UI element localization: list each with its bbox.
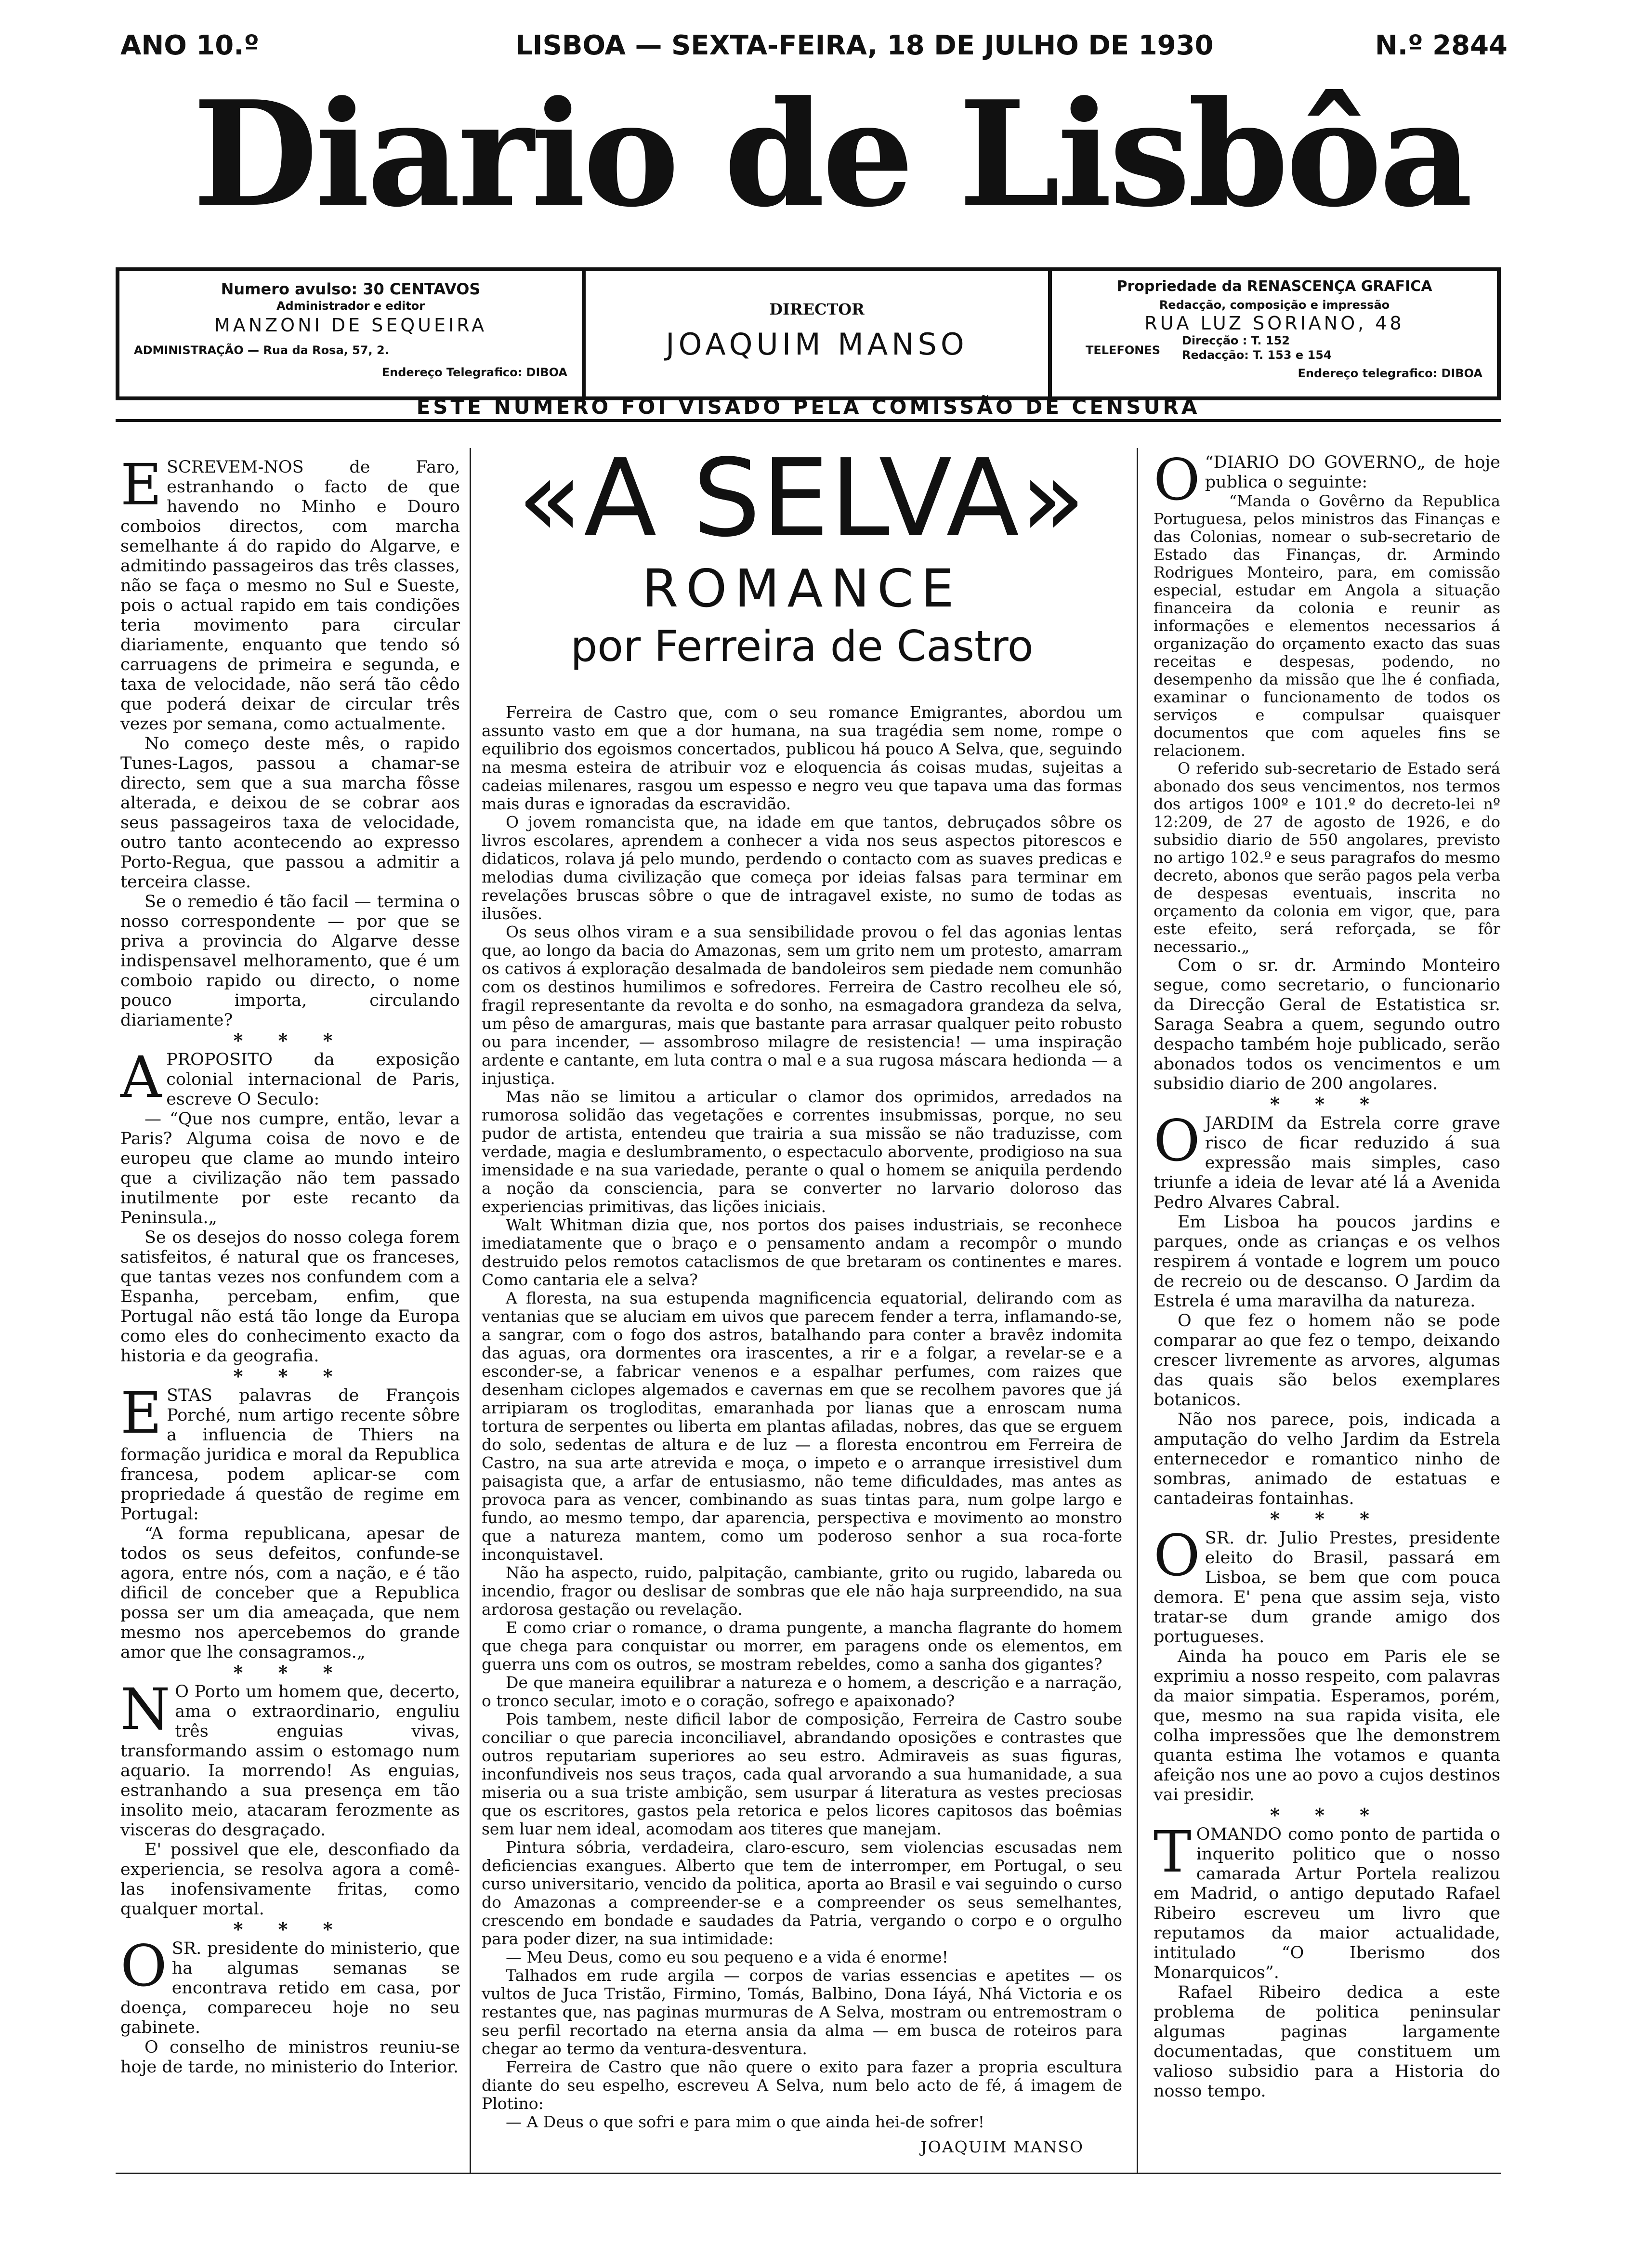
article-paragraph: OJARDIM da Estrela corre grave risco de ficar reduzido á sua expressão mais simples, caso triunfe a ideia de levar até lá a Avenida Pedro Alvares Cabral. [1154, 1108, 1500, 1212]
drop-cap: O [1154, 1108, 1200, 1174]
telegraphic-address-right: Endereço telegrafico: DIBOA [1298, 367, 1482, 380]
article-paragraph: “Manda o Govêrno da Republica Portuguesa, pelos ministros das Finanças e das Colonias, nomear o sub-secretario de Estado das Finanças, dr. Armindo Rodrigues Monteiro, para, em comissão especial, estudar em Angola a situação financeira da colonia e reunir as informações e elementos necessarios á organização do orçamento exacto das suas receitas e despesas, podendo, no desempenho da missão que lhe é confiada, examinar o funcionamento de todos os serviços e compulsar quaisquer documentos que com aqueles fins se relacionem. [1154, 492, 1500, 760]
admin-name: MANZONI DE SEQUEIRA [214, 315, 487, 336]
article-paragraph: E como criar o romance, o drama pungente, a mancha flagrante do homem que chega para conquistar ou morrer, em paragens onde os elementos, em guerra uns com os outros, se mostram rebeldes, como a sanha dos gigantes? [482, 1618, 1122, 1674]
article-paragraph: N O Porto um homem que, decerto, ama o extraordinario, enguliu três enguias vivas, transformando assim o estomago num aquario. Ia morrendo! As enguias, estranhando a sua presença em tão insolito meio, atacaram ferozmente as visceras do desgraçado. [120, 1676, 460, 1840]
drop-cap: T [1154, 1819, 1192, 1885]
section-separator: * * * [1270, 1093, 1384, 1115]
info-box-director [586, 271, 1052, 396]
article-paragraph: Em Lisboa ha poucos jardins e parques, onde as crianças e os velhos respirem á vontade e logrem um pouco de recreio ou de descanso. O Jardim da Estrela é uma maravilha da natureza. [1154, 1213, 1500, 1311]
article-paragraph: O que fez o homem não se pode comparar ao que fez o tempo, deixando crescer livremente as arvores, algumas das quais são belos exemplares botanicos. [1154, 1311, 1500, 1410]
section-separator: * * * [233, 1661, 347, 1683]
column-divider [1137, 448, 1138, 2173]
left-column [120, 451, 460, 2077]
issue-number: N.º 2844 [1375, 30, 1508, 61]
phone-direction: Direcção : T. 152 [1182, 334, 1290, 347]
telegraphic-address: Endereço Telegrafico: DIBOA [381, 366, 567, 379]
drop-cap: E [120, 451, 162, 518]
article-paragraph: Walt Whitman dizia que, nos portos dos paises industriais, se reconhece imediatamente que o braço e o pensamento andam a recompôr o mundo destruido pelos remotos cataclismos de que bretaram os continentes e mares. Como cantaria ele a selva? [482, 1215, 1122, 1289]
masthead-title: Diario de Lisbôa [193, 69, 1470, 239]
feature-subtitle: ROMANCE [642, 559, 962, 619]
drop-cap: E [120, 1380, 162, 1446]
article-paragraph: APROPOSITO da exposição colonial internacional de Paris, escreve O Seculo: [120, 1044, 460, 1110]
office-address: RUA LUZ SORIANO, 48 [1144, 313, 1404, 334]
header-rule [116, 419, 1501, 422]
center-column [482, 703, 1122, 2156]
article-paragraph: — Meu Deus, como eu sou pequeno e a vida é enorme! [506, 1948, 948, 1966]
article-paragraph: E' possivel que ele, desconfiado da experiencia, se resolva agora a comê-las inofensivamente fritas, como qualquer mortal. [120, 1840, 460, 1919]
info-box [116, 267, 1501, 400]
drop-cap: O [1154, 1522, 1200, 1589]
article-paragraph: O referido sub-secretario de Estado será abonado dos seus vencimentos, nos termos dos artigos 100º e 101.º do decreto-lei nº 12:209, de 27 de agosto de 1926, e do subsidio diario de 550 angolares, previsto no artigo 102.º e seus paragrafos do mesmo decreto, abonos que serão pagos pela verba de despesas eventuais, inscrita no orçamento da colonia em vigor, que, para este efeito, será reforçada, se fôr necessario.„ [1154, 759, 1500, 956]
redaction: Redacção, composição e impressão [1159, 298, 1390, 312]
article-paragraph: — A Deus o que sofri e para mim o que ainda hei-de sofrer! [506, 2112, 984, 2131]
article-paragraph: Se os desejos do nosso colega forem satisfeitos, é natural que os franceses, que tantas vezes nos confundem com a Espanha, percebam, enfim, que Portugal não está tão longe da Europa como eles do conhecimento exacto da historia e da geografia. [120, 1228, 460, 1366]
section-separator: * * * [233, 1365, 347, 1387]
article-paragraph: Não nos parece, pois, indicada a amputação do velho Jardim da Estrela enternecedor e romantico ninho de sombras, animado de estatuas e cantadeiras fontainhas. [1154, 1410, 1500, 1508]
article-paragraph: Se o remedio é tão facil — termina o nosso correspondente — por que se priva a provincia do Algarve desse indispensavel melhoramento, que é um comboio rapido ou directo, o nome pouco importa, circulando diariamente? [120, 892, 460, 1030]
censorship-notice: ESTE NUMERO FOI VISADO PELA COMISSÃO DE CENSURA [416, 395, 1200, 419]
right-column [1154, 447, 1500, 2101]
dateline: LISBOA — SEXTA-FEIRA, 18 DE JULHO DE 1930 [515, 30, 1214, 61]
article-paragraph: Pois tambem, neste dificil labor de composição, Ferreira de Castro soube conciliar o que parecia inconciliavel, abrandando oposições e contrastes que outros reputariam superiores ao seu estro. Admiraveis as suas figuras, inconfundiveis nos seus traços, cada qual arvorando a sua humanidade, a sua miseria ou a sua triste ambição, sem usurpar á literatura as vestes preciosas que os escritores, gastos pela retorica e pelos licores capitosos das boêmias sem luar nem ideal, acomodam aos titeres que manejam. [482, 1710, 1122, 1838]
info-box-left [119, 271, 586, 396]
section-separator: * * * [1270, 1508, 1384, 1530]
director-label: DIRECTOR [769, 300, 865, 318]
article-paragraph: Rafael Ribeiro dedica a este problema de politica peninsular algumas paginas largamente documentadas, que constituem um valioso subsidio para a Historia do nosso tempo. [1154, 1983, 1500, 2101]
article-paragraph: OSR. presidente do ministerio, que ha algumas semanas se encontrava retido em casa, por doença, compareceu hoje no seu gabinete. [120, 1933, 460, 2037]
feature-headline: «A SELVA» [517, 436, 1087, 561]
drop-cap: O [1154, 447, 1200, 513]
top-dateline-bar [120, 30, 1508, 68]
section-separator: * * * [233, 1918, 347, 1940]
article-paragraph: De que maneira equilibrar a natureza e o homem, a descrição e a narração, o tronco secular, imoto e o coração, sofrego e apaixonado? [482, 1673, 1122, 1710]
drop-cap: O [120, 1933, 167, 1999]
article-paragraph: A floresta, na sua estupenda magnificencia equatorial, delirando com as ventanias que se aluciam em uivos que parecem fender a terra, inflamando-se, a sangrar, com o fogo dos astros, batalhando para conter a bravêz indomita das aguas, ora dormentes ora irascentes, a rir e a folgar, a revelar-se e a esconder-se, a fabricar venenos e a espalhar perfumes, com raizes que desenham ciclopes algemados e cavernas em que se recolhem pavores que já arripiaram os trogloditas, emaranhada por lianas que a enroscam numa tortura de serpentes ou liberta em plantas afiladas, nobres, das que se erguem do solo, sedentas de altura e de luz — a floresta encontrou em Ferreira de Castro, na sua arte atrevida e moça, o impeto e o arranque irresistivel dum paisagista que, a arfar de entusiasmo, não teme dificuldades, mas antes as provoca para as vencer, combinando as suas tintas para, num golpe largo e fundo, ao mesmo tempo, dar aparencia, perspectiva e movimento ao monstro que a natureza mantem, como um poderoso senhor a sua roca-forte inconquistavel. [482, 1289, 1122, 1564]
article-paragraph: O jovem romancista que, na idade em que tantos, debruçados sôbre os livros escolares, aprendem a conhecer a vida nos seus aspectos pitorescos e didaticos, rolava já pelo mundo, perdendo o contacto com as suaves predicas e melodias duma civilização que começa por ideias falsas para terminar em revelações bruscas sôbre o que de intragavel existe, no sumo de todas as ilusões. [482, 813, 1122, 923]
article-paragraph: “A forma republicana, apesar de todos os seus defeitos, confunde-se agora, entre nós, com a nação, e é tão dificil de conceber que a Republica possa ser um dia ameaçada, que nem mesmo nos apercebemos do grande amor que lhe consagramos.„ [120, 1524, 460, 1662]
administration-address: ADMINISTRAÇÃO — Rua da Rosa, 57, 2. [134, 343, 389, 357]
article-paragraph: Ferreira de Castro que, com o seu romance Emigrantes, abordou um assunto vasto em que a dor humana, na sua tragédia sem nome, rompe o equilibrio dos egoismos concertados, publicou há pouco A Selva, que, seguindo na mesma esteira de atribuir voz e eloquencia ás coisas mudas, sujeitas a cadeias milenares, rasgou um espesso e negro veu que tapava uma das formas mais duras e ignoradas da escravidão. [482, 703, 1122, 813]
director-name: JOAQUIM MANSO [666, 327, 968, 362]
column-divider [470, 448, 471, 2173]
article-paragraph: Os seus olhos viram e a sua sensibilidade provou o fel das agonias lentas que, ao longo da bacia do Amazonas, sem um grito nem um protesto, amarram os cativos á exploração desalmada de bandoleiros sem piedade nem comunhão com os destinos humilimos e sofredores. Ferreira de Castro recolheu ele só, fragil representante da revolta e do sonho, na esmagadora grandeza da selva, um pêso de amarguras, mais que bastante para arrasar qualquer peito robusto ou para incender, — assombroso milagre de resistencia! — uma inspiração ardente e cantante, em luta contra o mal e a sua rugosa máscara hedionda — a injustiça. [482, 923, 1122, 1088]
admin-role: Administrador e editor [276, 299, 425, 313]
article-paragraph: Com o sr. dr. Armindo Monteiro segue, como secretario, o funcionario da Direcção Geral de Estatistica sr. Saraga Seabra a quem, segundo outro despacho também hoje publicado, serão abonados todos os vencimentos e um subsidio diario de 200 angolares. [1154, 956, 1500, 1094]
feature-byline: por Ferreira de Castro [570, 621, 1034, 671]
price: Numero avulso: 30 CENTAVOS [221, 280, 481, 298]
section-separator: * * * [1270, 1804, 1384, 1826]
article-paragraph: Não ha aspecto, ruido, palpitação, cambiante, grito ou rugido, labareda ou incendio, fragor ou deslisar de sombras que ele não haja surpreendido, na sua ardorosa gestação ou revelação. [482, 1563, 1122, 1619]
phone-redaction: Redacção: T. 153 e 154 [1182, 348, 1332, 362]
article-paragraph: ESCREVEM-NOS de Faro, estranhando o facto de que havendo no Minho e Douro comboios directos, com marcha semelhante á do rapido do Algarve, e admitindo passageiros das três classes, não se faça o mesmo no Sul e Sueste, pois o actual rapido em tais condições teria movimento para circular diariamente, enquanto que tendo só carruagens de primeira e segunda, e taxa de velocidade, não será tão cêdo que poderá deixar de circular três vezes por semana, como actualmente. [120, 451, 460, 734]
issue-year: ANO 10.º [120, 30, 260, 61]
article-paragraph: OSR. dr. Julio Prestes, presidente eleito do Brasil, passará em Lisboa, se bem que com pouca demora. E' pena que assim seja, visto tratar-se dum grande amigo dos portugueses. [1154, 1522, 1500, 1647]
article-paragraph: TOMANDO como ponto de partida o inquerito politico que o nosso camarada Artur Portela realizou em Madrid, o antigo deputado Rafael Ribeiro escreveu um livro que reputamos da maior actualidade, intitulado “O Iberismo dos Monarquicos”. [1154, 1819, 1500, 1982]
drop-cap: A [120, 1044, 162, 1110]
ownership: Propriedade da RENASCENÇA GRAFICA [1116, 278, 1432, 295]
info-box-right [1052, 271, 1497, 396]
article-paragraph: O “DIARIO DO GOVERNO„ de hoje publica o seguinte: [1154, 447, 1500, 513]
article-paragraph: ESTAS palavras de François Porché, num artigo recente sôbre a influencia de Thiers na formação juridica e moral da Republica francesa, podem aplicar-se com propriedade á questão de regime em Portugal: [120, 1380, 460, 1524]
article-paragraph: Ferreira de Castro que não quere o exito para fazer a propria escultura diante do seu espelho, escreveu A Selva, num belo acto de fé, á imagem de Plotino: [482, 2057, 1122, 2113]
article-paragraph: No começo deste mês, o rapido Tunes-Lagos, passou a chamar-se directo, sem que a sua marcha fôsse alterada, e deixou de se cobrar aos seus passageiros taxa de velocidade, outro tanto acontecendo ao expresso Porto-Regua, que passou a admitir a terceira classe. [120, 734, 460, 892]
article-paragraph: Pintura sóbria, verdadeira, claro-escuro, sem violencias escusadas nem deficiencias exangues. Alberto que tem de interromper, em Portugal, o seu curso universitario, vencido da politica, aporta ao Brasil e vai seguindo o curso do Amazonas a compreender-se e a compreender os seus semelhantes, crescendo em bondade e saudades da Patria, vergando o corpo e o orgulho para poder dizer, na sua intimidade: [482, 1838, 1122, 1948]
article-paragraph: O conselho de ministros reuniu-se hoje de tarde, no ministerio do Interior. [120, 2038, 460, 2077]
article-signature: JOAQUIM MANSO [920, 2137, 1084, 2156]
article-paragraph: — “Que nos cumpre, então, levar a Paris? Alguma coisa de novo e de europeu que clame ao mundo inteiro que a civilização não tem passado inutilmente por este recanto da Peninsula.„ [120, 1109, 460, 1227]
drop-cap: N [120, 1676, 170, 1742]
section-separator: * * * [233, 1029, 347, 1051]
footer-rule [116, 2173, 1501, 2174]
article-paragraph: Mas não se limitou a articular o clamor dos oprimidos, arredados na rumorosa solidão das vegetações e correntes insubmissas, porque, no seu pudor de artista, entendeu que trairia a sua missão se não traduzisse, com verdade, magia e deslumbramento, o espectaculo aborvente, prodigioso na sua imensidade e na sua variedade, perante o qual o homem se aniquila perdendo a noção da consciencia, para se converter no larvario doloroso das experiencias primitivas, das lições iniciais. [482, 1087, 1122, 1216]
article-paragraph: Talhados em rude argila — corpos de varias essencias e apetites — os vultos de Juca Tristão, Firmino, Tomás, Balbino, Dona Iáyá, Nhá Victoria e os restantes que, nas paginas murmuras de A Selva, mostram ou entremostram o seu perfil recortado na eterna ansia da alma — em busca de roteiros para chegar ao termo da ventura-desventura. [482, 1966, 1122, 2058]
telephones-label: TELEFONES [1086, 343, 1161, 357]
article-paragraph: Ainda ha pouco em Paris ele se exprimiu a nosso respeito, com palavras da maior simpatia. Esperamos, porém, que, mesmo na sua rapida visita, ele colha impressões que lhe demonstrem quanta estima lhe votamos e quanta afeição nos une ao povo a cujos destinos vai presidir. [1154, 1647, 1500, 1805]
